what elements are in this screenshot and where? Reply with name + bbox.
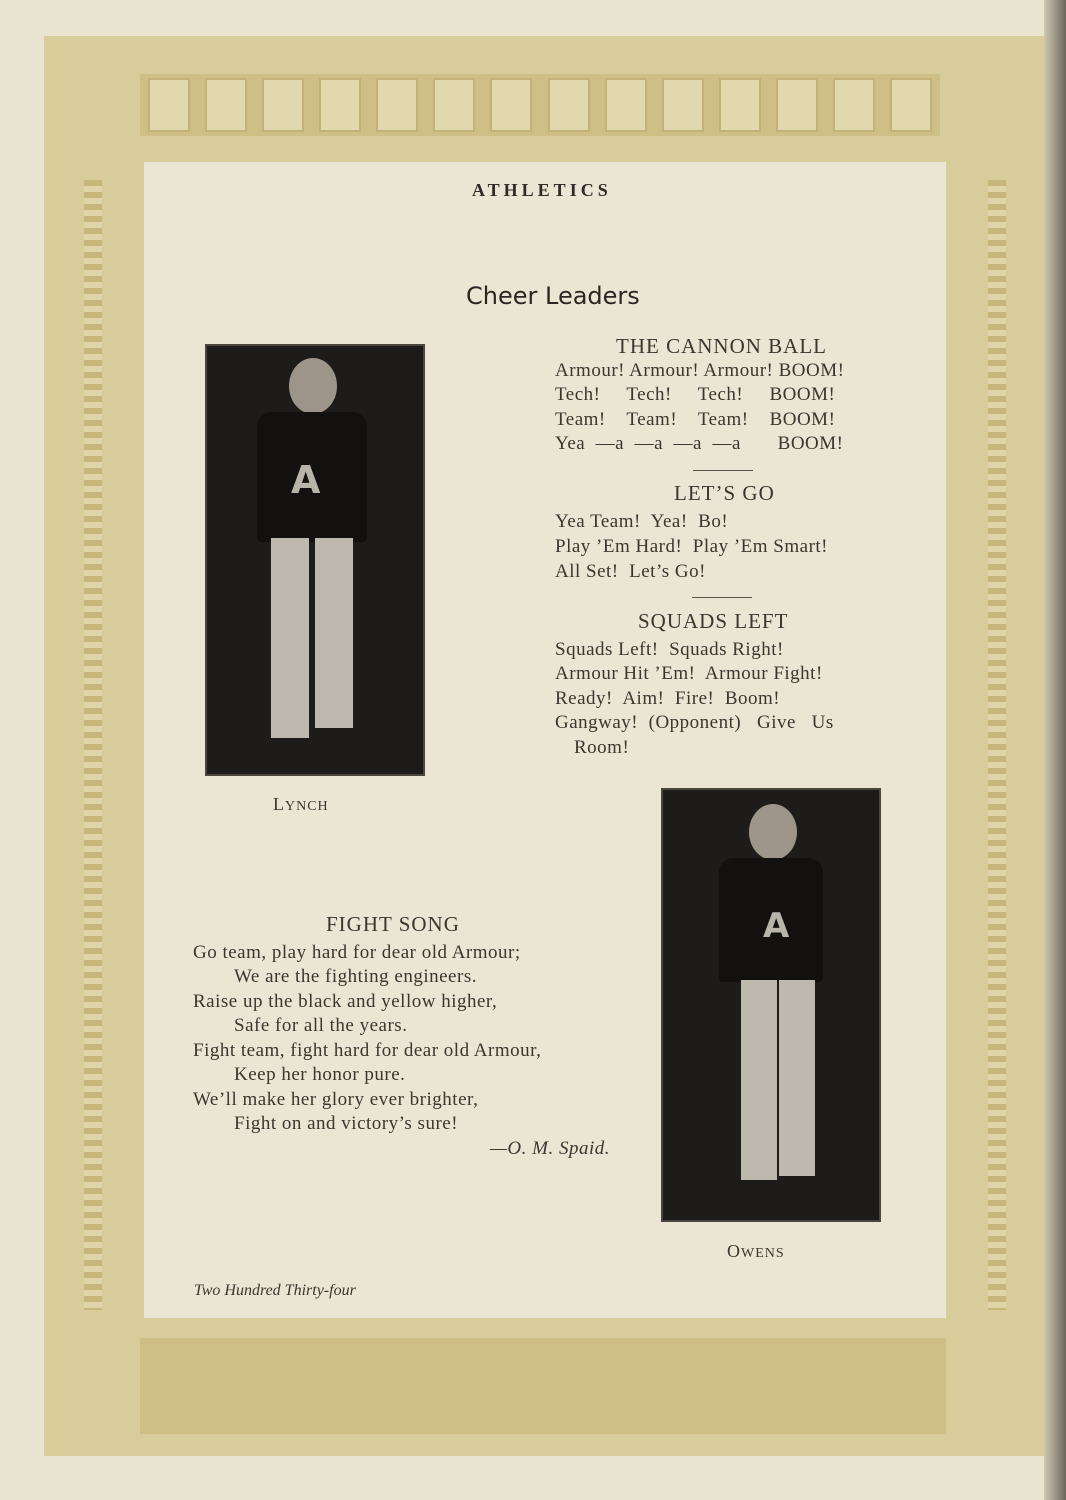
squads-left-line: Armour Hit ’Em! Armour Fight!	[555, 663, 823, 684]
owens-photo	[661, 788, 881, 1222]
cannon-ball-line: Armour! Armour! Armour! BOOM!	[555, 360, 845, 381]
divider	[692, 597, 752, 598]
trouser-leg	[779, 980, 815, 1176]
cannon-ball-line: Team! Team! Team! BOOM!	[555, 409, 836, 430]
section-header: ATHLETICS	[472, 180, 612, 200]
frame-stripe-right	[988, 180, 1006, 1310]
frame-colonnade	[140, 74, 940, 136]
sweater-letter: A	[763, 906, 790, 946]
sweater-letter: A	[291, 458, 321, 502]
fight-song-title: FIGHT SONG	[326, 912, 460, 936]
fight-song-line: Safe for all the years.	[234, 1015, 408, 1036]
fight-song-line: We’ll make her glory ever brighter,	[193, 1089, 479, 1110]
squads-left-line: Squads Left! Squads Right!	[555, 639, 784, 660]
fight-song-line: Go team, play hard for dear old Armour;	[193, 942, 521, 963]
trouser-leg	[315, 538, 353, 728]
cannon-ball-title: THE CANNON BALL	[616, 334, 827, 358]
lets-go-line: All Set! Let’s Go!	[555, 561, 706, 582]
fight-song-line: Keep her honor pure.	[234, 1064, 406, 1085]
cannon-ball-line: Yea —a —a —a —a BOOM!	[555, 433, 844, 454]
book-spine-shadow	[1044, 0, 1066, 1500]
fight-song-line: We are the fighting engineers.	[234, 966, 477, 987]
lets-go-line: Yea Team! Yea! Bo!	[555, 511, 729, 532]
lets-go-line: Play ’Em Hard! Play ’Em Smart!	[555, 536, 829, 557]
divider	[693, 470, 753, 471]
owens-caption: OWENS	[727, 1241, 785, 1261]
trouser-leg	[271, 538, 309, 738]
frame-bottom-ornament	[140, 1338, 946, 1434]
cannon-ball-line: Tech! Tech! Tech! BOOM!	[555, 384, 836, 405]
fight-song-line: Fight on and victory’s sure!	[234, 1113, 459, 1134]
squads-left-line: Gangway! (Opponent) Give Us	[555, 712, 834, 733]
trouser-leg	[741, 980, 777, 1180]
page-title: Cheer Leaders	[466, 282, 640, 310]
lynch-photo	[205, 344, 425, 776]
page-number: Two Hundred Thirty-four	[194, 1282, 356, 1299]
frame-stripe-left	[84, 180, 102, 1310]
lynch-caption: LYNCH	[273, 794, 329, 814]
person-head	[289, 358, 337, 414]
lets-go-title: LET’S GO	[674, 481, 775, 505]
squads-left-line: Room!	[574, 737, 630, 758]
fight-song-line: Raise up the black and yellow higher,	[193, 991, 498, 1012]
fight-song-author: —O. M. Spaid.	[490, 1138, 610, 1159]
fight-song-line: Fight team, fight hard for dear old Armour,	[193, 1040, 542, 1061]
person-head	[749, 804, 797, 860]
squads-left-line: Ready! Aim! Fire! Boom!	[555, 688, 781, 709]
squads-left-title: SQUADS LEFT	[638, 609, 789, 633]
